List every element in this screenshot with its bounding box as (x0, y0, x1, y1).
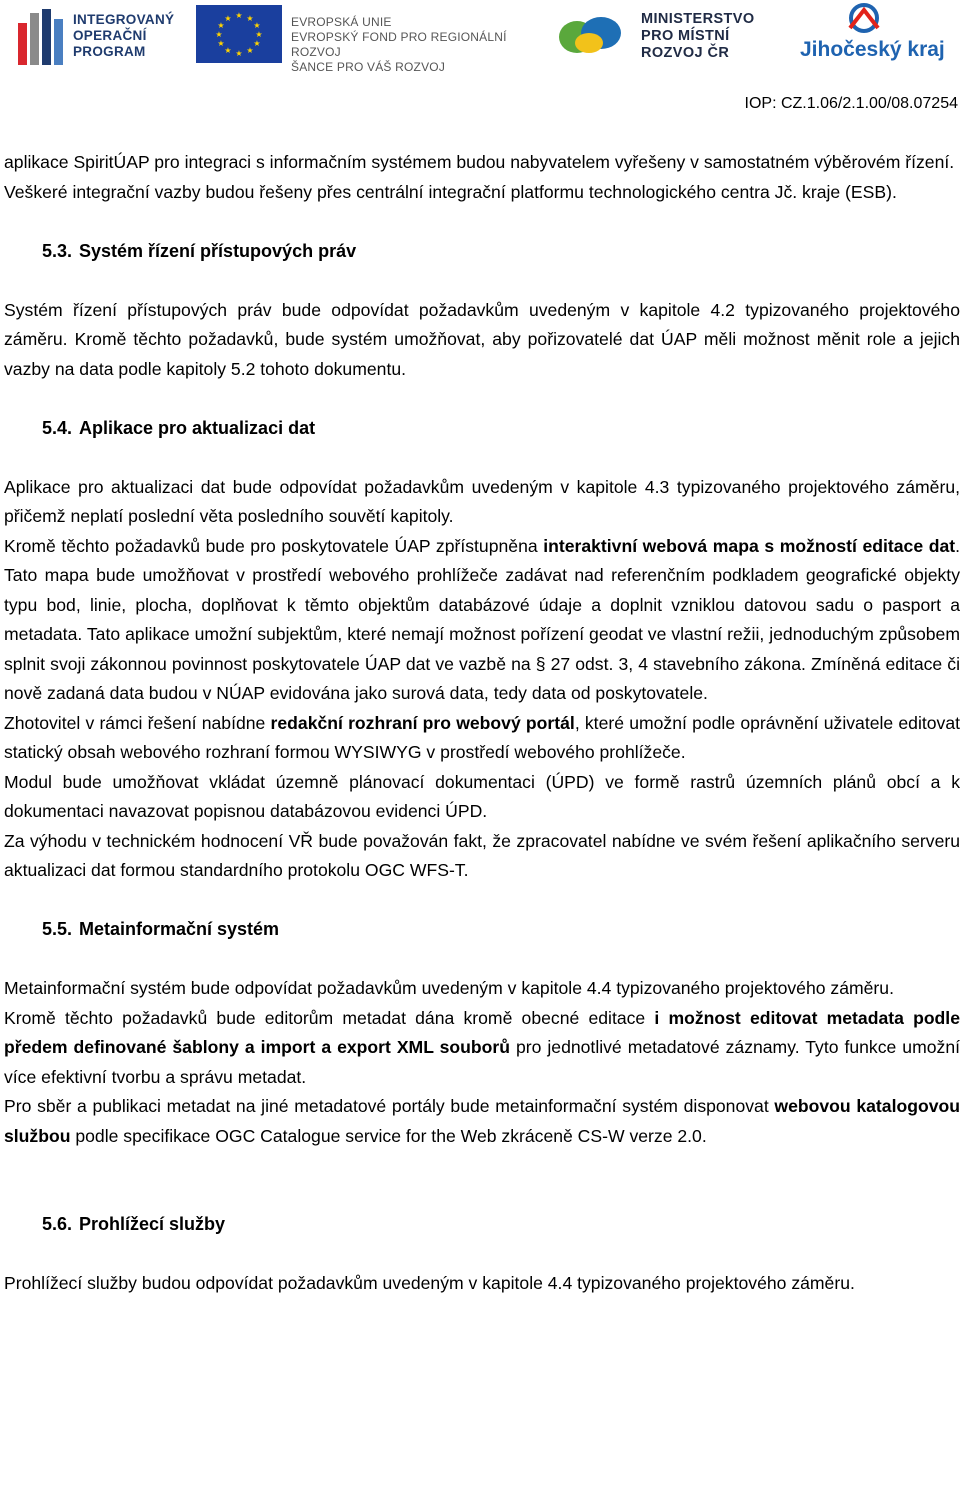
mmr-logo-line-2: PRO MÍSTNÍ (641, 28, 730, 44)
intro-paragraph-1: aplikace SpiritÚAP pro integraci s informačním systémem budou nabyvatelem vyřešeny v samostatném výběrovém řízení. (4, 152, 955, 172)
section-number: 5.4. (42, 417, 73, 438)
section-number: 5.3. (42, 240, 73, 261)
iop-emblem-icon (18, 9, 66, 65)
section-heading-5-6 (4, 1210, 960, 1240)
section-5-5-paragraph-2 (4, 1004, 960, 1093)
text-run: Zhotovitel v rámci řešení nabídne (4, 712, 271, 733)
mmr-logo (557, 5, 777, 67)
section-5-4-paragraph-1: Aplikace pro aktualizaci dat bude odpovídat požadavkům uvedeným v kapitole 4.3 typizovaného projektového záměru, přičemž neplatí poslední věta posledního souvětí kapitoly. (4, 476, 960, 526)
document-header (0, 0, 960, 112)
svg-text:★: ★ (235, 11, 243, 20)
section-5-4-paragraph-3 (4, 709, 960, 768)
section-number: 5.5. (42, 919, 73, 939)
eu-logo-line-2: EVROPSKÝ FOND PRO REGIONÁLNÍ ROZVOJ (291, 30, 507, 59)
section-5-4-paragraph-5: Za výhodu v technickém hodnocení VŘ bude považován fakt, že zpracovatel nabídne ve svém řešení aplikačního serveru aktualizaci dat formou standardního protokolu OGC WFS-T. (4, 830, 960, 880)
document-body (4, 148, 960, 1299)
section-5-4-paragraph-2 (4, 532, 960, 709)
iop-logo (18, 5, 183, 65)
eu-logo (196, 5, 546, 74)
intro-paragraph-2: Veškeré integrační vazby budou řešeny přes centrální integrační platformu technologického centra Jč. kraje (ESB). (4, 181, 897, 202)
text-run: . Tato mapa bude umožňovat v prostředí webového prohlížeče zadávat nad referenčním podkladem geografické objekty typu bod, linie, plocha, doplňovat k těmto objektům databázové údaje a doplnit vzniklou datovou sadu o pasport a metadata. Tato aplikace umožní subjektům, které nemají možnost pořízení geodat ve vlastní režii, jednoduchým způsobem splnit svoji zákonnou povinnost poskytovatele ÚAP dat ve vazbě na § 27 odst. 3, 4 stavebního zákona. Zmíněná editace či nově zadaná data budou v NÚAP evidována jako surová data, tedy data od poskytovatele. (4, 535, 960, 703)
eu-logo-line-3: ŠANCE PRO VÁŠ ROZVOJ (291, 60, 446, 74)
jck-logo (800, 2, 950, 68)
iop-logo-line-2: OPERAČNÍ (73, 28, 147, 43)
section-title: Aplikace pro aktualizaci dat (79, 417, 316, 438)
section-heading-5-3 (4, 237, 960, 267)
text-run: , které umožní podle oprávnění uživatele editovat statický obsah webového rozhraní formou WYSIWYG v prostředí webového prohlížeče. (4, 712, 960, 762)
svg-text:★: ★ (246, 14, 254, 23)
svg-text:★: ★ (246, 46, 254, 55)
eu-flag-icon (196, 5, 282, 63)
eu-logo-line-1: EVROPSKÁ UNIE (291, 15, 392, 29)
section-number: 5.6. (42, 1214, 73, 1234)
text-run: podle specifikace OGC Catalogue service for the Web zkráceně CS-W verze 2.0. (70, 1125, 707, 1146)
section-title: Systém řízení přístupových práv (79, 240, 357, 261)
svg-text:★: ★ (255, 30, 263, 39)
bold-run: redakční rozhraní pro webový portál (270, 712, 575, 733)
mmr-logo-line-3: ROZVOJ ČR (641, 45, 730, 61)
bold-run: webovou katalogovou službou (4, 1096, 960, 1146)
section-5-4-paragraph-4: Modul bude umožňovat vkládat územně plánovací dokumentaci (ÚPD) ve formě rastrů územních plánů obcí a k dokumentaci navazovat popisnou databázovou evidenci ÚPD. (4, 771, 960, 821)
svg-text:★: ★ (253, 21, 261, 30)
iop-logo-line-3: PROGRAM (73, 44, 146, 59)
section-heading-5-5 (4, 915, 960, 945)
svg-text:★: ★ (253, 39, 261, 48)
svg-text:★: ★ (224, 14, 232, 23)
section-5-5-paragraph-1: Metainformační systém bude odpovídat požadavkům uvedeným v kapitole 4.4 typizovaného projektového záměru. (4, 978, 894, 998)
section-5-5-paragraph-3 (4, 1092, 960, 1151)
section-5-6-paragraph-1: Prohlížecí služby budou odpovídat požadavkům uvedeným v kapitole 4.4 typizovaného projektového záměru. (4, 1273, 855, 1293)
jck-emblem-icon (840, 2, 888, 38)
text-run: Kromě těchto požadavků bude pro poskytovatele ÚAP zpřístupněna (4, 535, 544, 556)
svg-text:★: ★ (215, 30, 223, 39)
bold-run: i možnost editovat metadata podle předem definované šablony a import a export XML souborů (4, 1007, 960, 1057)
section-title: Prohlížecí služby (79, 1214, 226, 1234)
bold-run: interaktivní webová mapa s možností editace dat (543, 535, 956, 556)
text-run: Pro sběr a publikaci metadat na jiné metadatové portály bude metainformační systém disponovat (4, 1096, 775, 1116)
svg-text:★: ★ (217, 21, 225, 30)
svg-text:★: ★ (235, 49, 243, 58)
svg-text:★: ★ (217, 39, 225, 48)
mmr-logo-line-1: MINISTERSTVO (641, 11, 755, 27)
iop-logo-line-1: INTEGROVANÝ (73, 12, 175, 27)
iop-registration-code: IOP: CZ.1.06/2.1.00/08.07254 (744, 95, 958, 112)
jck-logo-text: Jihočeský kraj (800, 38, 945, 61)
section-title: Metainformační systém (79, 919, 280, 939)
section-5-3-paragraph-1: Systém řízení přístupových práv bude odpovídat požadavkům uvedeným v kapitole 4.2 typizovaného projektového záměru. Kromě těchto požadavků, bude systém umožňovat, aby pořizovatelé dat ÚAP měli možnost měnit role a jejich vazby na data podle kapitoly 5.2 tohoto dokumentu. (4, 299, 960, 379)
section-heading-5-4 (4, 414, 960, 444)
svg-text:★: ★ (224, 46, 232, 55)
text-run: Kromě těchto požadavků bude editorům metadat dána kromě obecné editace (4, 1007, 655, 1028)
mmr-emblem-icon (557, 13, 627, 57)
text-run: pro jednotlivé metadatové záznamy. Tyto funkce umožní více efektivní tvorbu a správu metadat. (4, 1037, 960, 1087)
